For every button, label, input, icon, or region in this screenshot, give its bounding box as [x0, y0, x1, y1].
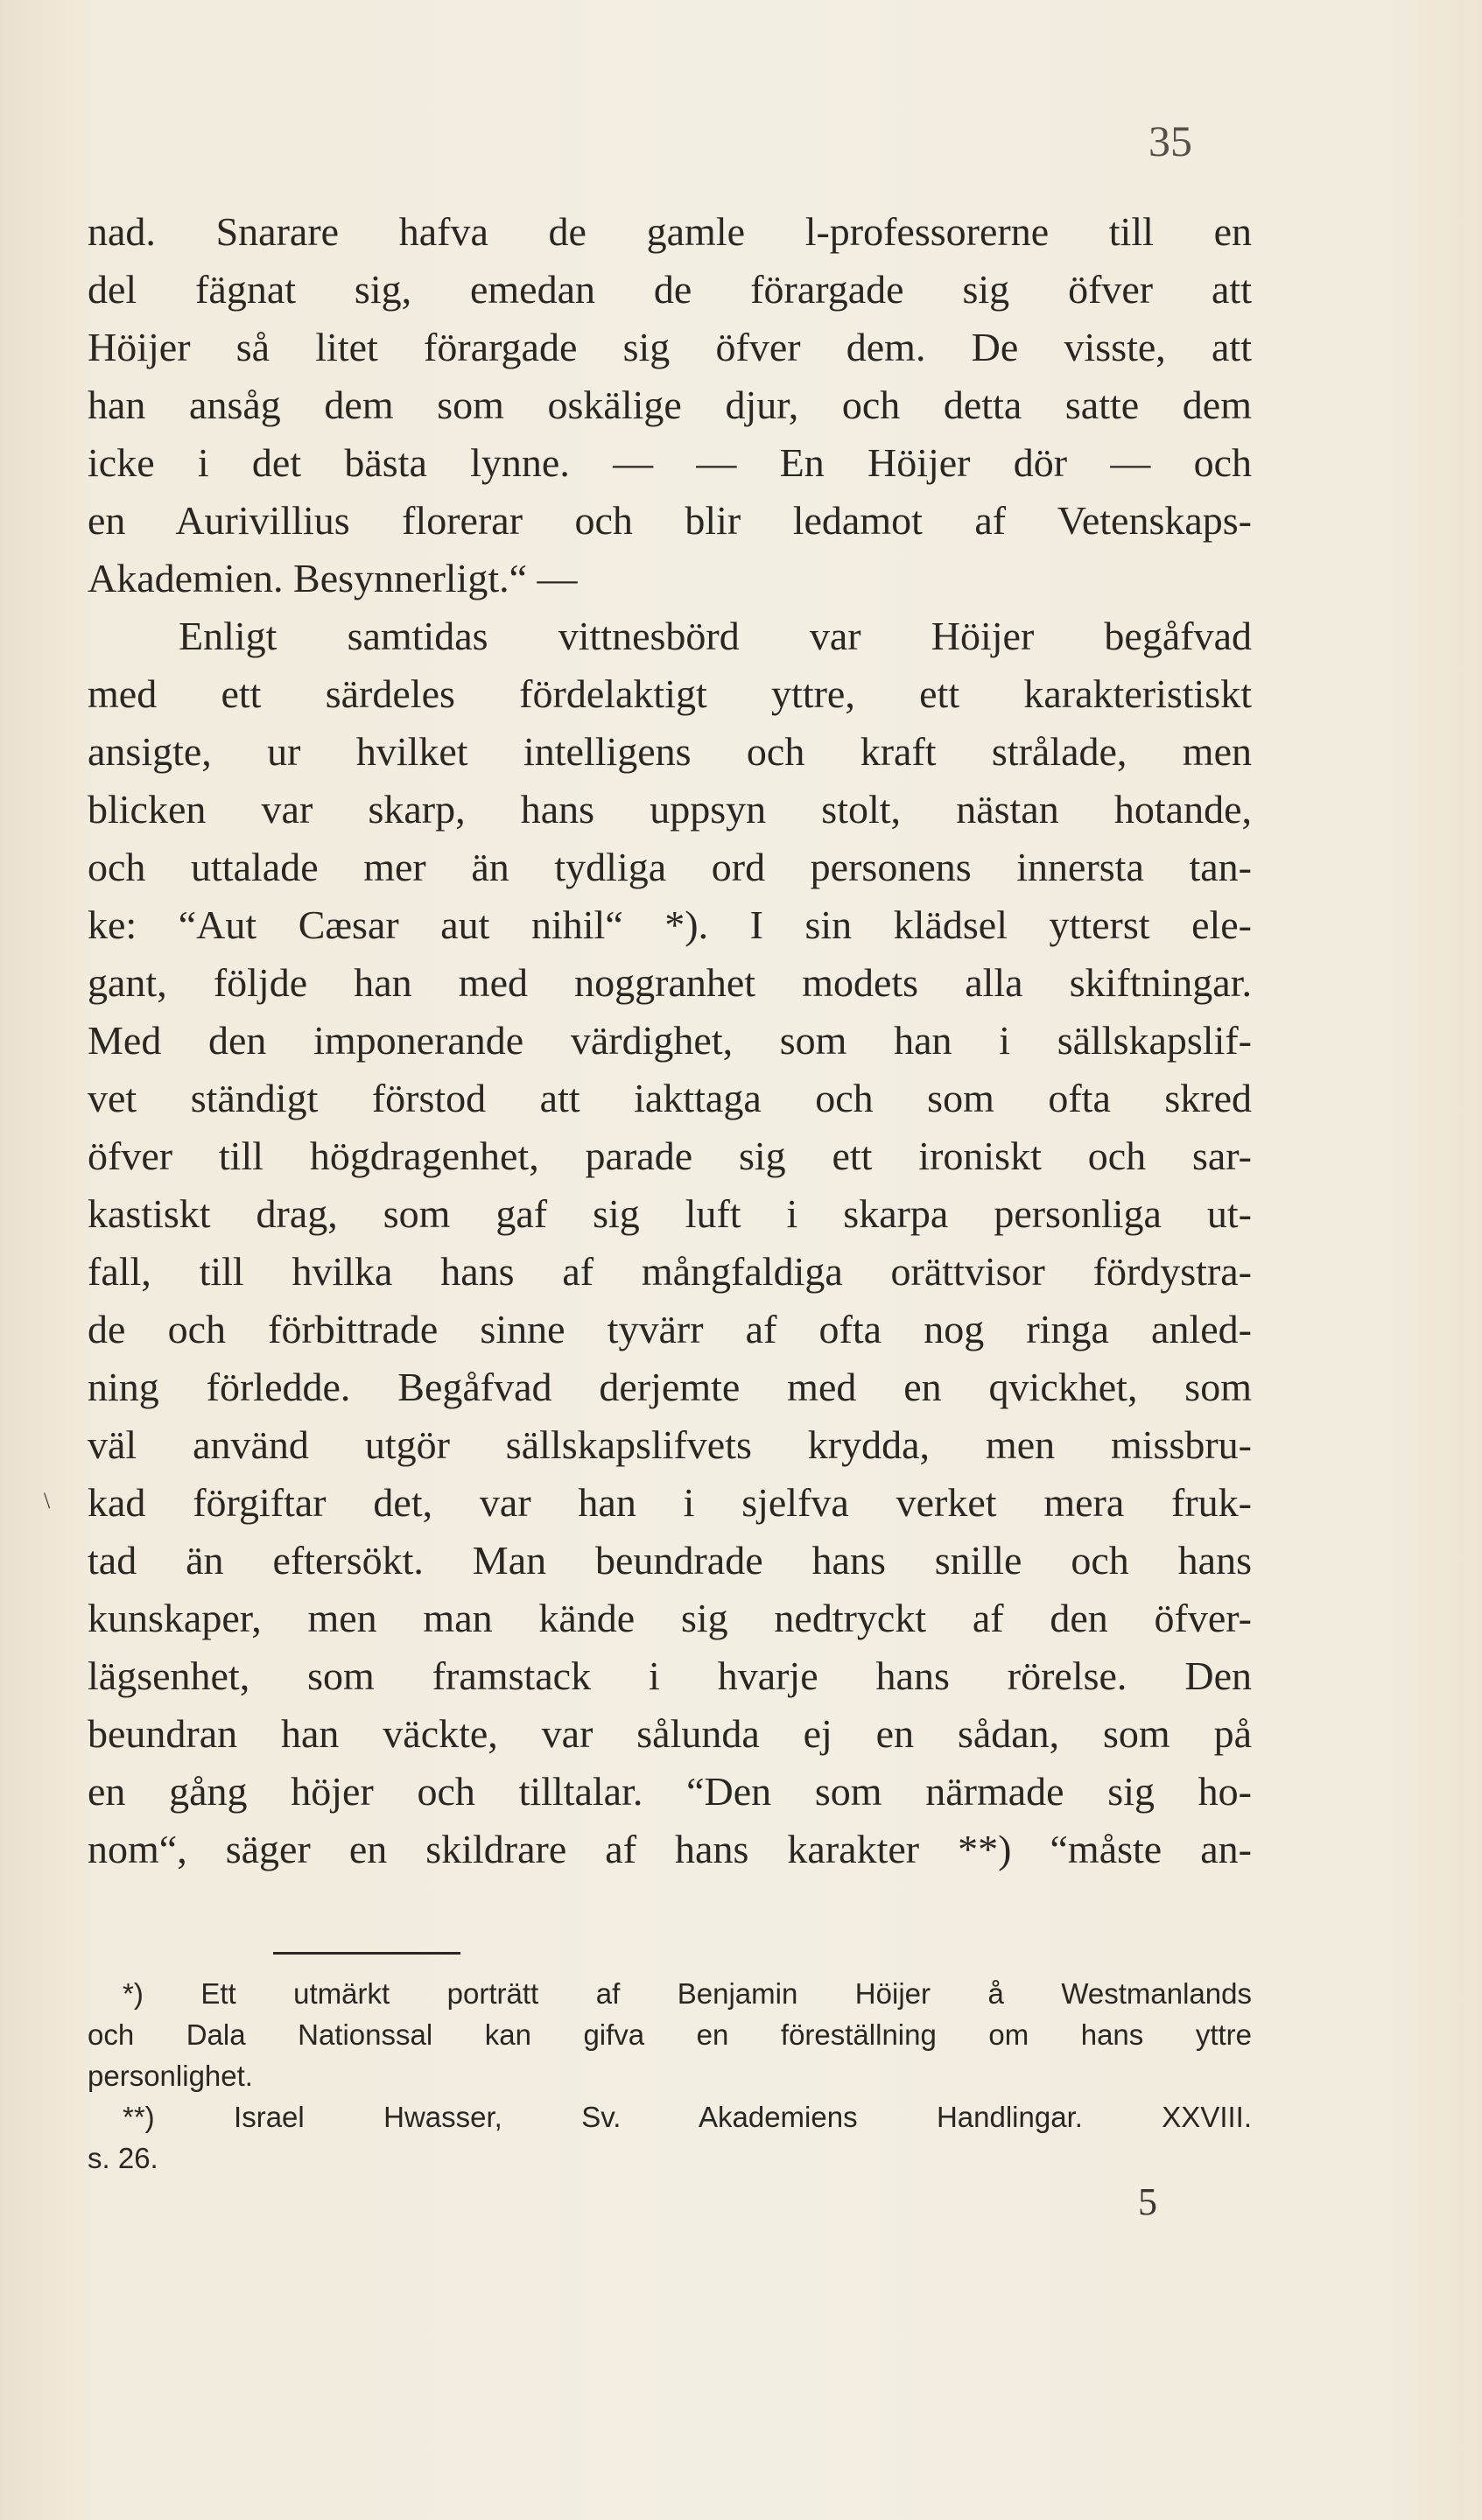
- body-line: beundran han väckte, var sålunda ej en sådan, som på: [88, 1711, 1252, 1756]
- body-line: med ett särdeles fördelaktigt yttre, ett karakteristiskt: [88, 671, 1252, 716]
- page-number: 35: [1148, 116, 1192, 165]
- footnote-line: s. 26.: [88, 2142, 158, 2174]
- body-line: och uttalade mer än tydliga ord personens innersta tan-: [88, 845, 1252, 889]
- body-line: fall, till hvilka hans af mångfaldiga orättvisor fördystra-: [88, 1249, 1252, 1294]
- body-line: han ansåg dem som oskälige djur, och detta satte dem: [88, 383, 1252, 427]
- body-line: en Aurivillius florerar och blir ledamot af Vetenskaps-: [88, 498, 1252, 543]
- body-line: gant, följde han med noggranhet modets alla skiftningar.: [88, 960, 1252, 1005]
- body-line: ansigte, ur hvilket intelligens och kraft strålade, men: [88, 729, 1252, 774]
- footnote-line: **) Israel Hwasser, Sv. Akademiens Handlingar. XXVIII.: [123, 2101, 1252, 2133]
- footnotes: [88, 1973, 1252, 2179]
- body-line: kunskaper, men man kände sig nedtryckt af den öfver-: [88, 1596, 1252, 1640]
- body-line: ke: “Aut Cæsar aut nihil“ *). I sin klädsel ytterst ele-: [88, 902, 1252, 947]
- body-line: nom“, säger en skildrare af hans karakter **) “måste an-: [88, 1827, 1252, 1871]
- body-line: kastiskt drag, som gaf sig luft i skarpa personliga ut-: [88, 1191, 1252, 1236]
- body-line: väl använd utgör sällskapslifvets krydda, men missbru-: [88, 1422, 1252, 1467]
- footnote-line: och Dala Nationssal kan gifva en föreställning om hans yttre: [88, 2018, 1252, 2051]
- body-line: vet ständigt förstod att iakttaga och som ofta skred: [88, 1076, 1252, 1120]
- body-line: blicken var skarp, hans uppsyn stolt, nästan hotande,: [88, 787, 1252, 832]
- body-line: de och förbittrade sinne tyvärr af ofta nog ringa anled-: [88, 1307, 1252, 1351]
- body-text: [88, 203, 1252, 1878]
- body-line: nad. Snarare hafva de gamle l-professorerne till en: [88, 209, 1252, 254]
- body-line: del fägnat sig, emedan de förargade sig öfver att: [88, 267, 1252, 312]
- body-line: Akademien. Besynnerligt.“ —: [88, 556, 578, 600]
- body-line: Höijer så litet förargade sig öfver dem. De visste, att: [88, 325, 1252, 369]
- footnote-line: *) Ett utmärkt porträtt af Benjamin Höijer å Westmanlands: [123, 1977, 1252, 2010]
- margin-mark: \: [44, 1488, 51, 1513]
- signature-mark: 5: [1138, 2180, 1157, 2223]
- body-line: kad förgiftar det, var han i sjelfva verket mera fruk-: [88, 1480, 1252, 1525]
- body-line: ning förledde. Begåfvad derjemte med en qvickhet, som: [88, 1365, 1252, 1409]
- body-line: öfver till högdragenhet, parade sig ett ironiskt och sar-: [88, 1134, 1252, 1178]
- body-line: icke i det bästa lynne. — — En Höijer dör — och: [88, 440, 1252, 485]
- body-line: tad än eftersökt. Man beundrade hans snille och hans: [88, 1538, 1252, 1583]
- body-line: Enligt samtidas vittnesbörd var Höijer begåfvad: [179, 614, 1252, 658]
- body-line: en gång höjer och tilltalar. “Den som närmade sig ho-: [88, 1769, 1252, 1814]
- footnote-line: personlighet.: [88, 2060, 253, 2092]
- body-line: lägsenhet, som framstack i hvarje hans rörelse. Den: [88, 1653, 1252, 1698]
- body-line: Med den imponerande värdighet, som han i sällskapslif-: [88, 1018, 1252, 1063]
- footnote-rule: [273, 1952, 460, 1955]
